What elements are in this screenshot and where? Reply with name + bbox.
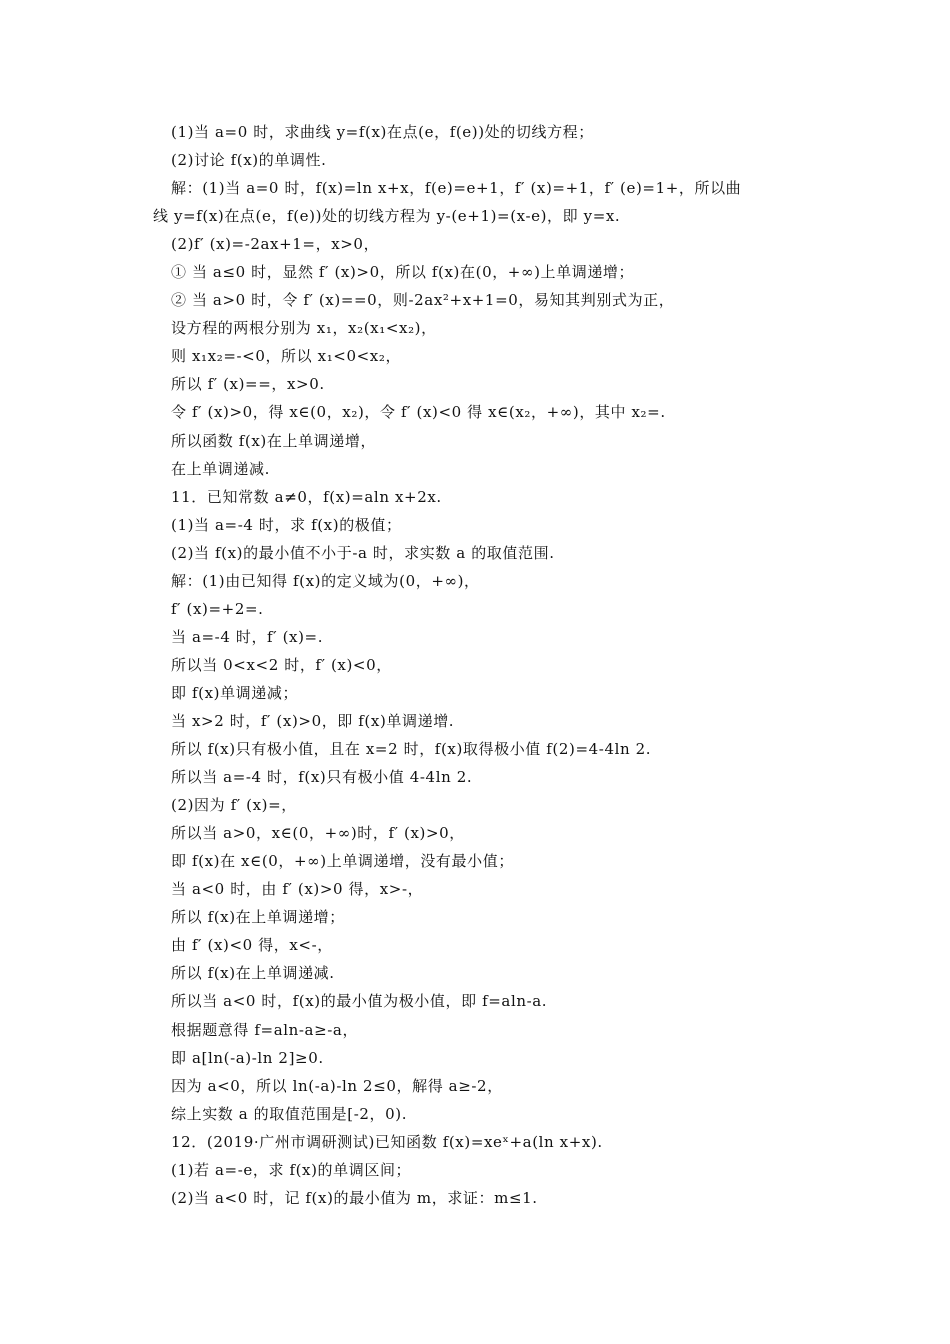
text-line: (2)讨论 f(x)的单调性. [171,151,327,170]
text-line: (2)f′ (x)=-2ax+1=，x>0， [171,235,380,254]
text-line: 当 a<0 时，由 f′ (x)>0 得，x>-， [171,880,424,899]
text-line: 根据题意得 f=aln-a≥-a， [171,1020,359,1039]
text-line: 即 f(x)单调递减； [171,683,299,702]
text-line: 综上实数 a 的取值范围是[-2，0). [171,1104,408,1123]
text-line: 因为 a<0，所以 ln(-a)-ln 2≤0，解得 a≥-2， [171,1076,503,1095]
text-line: ② 当 a>0 时，令 f′ (x)==0，则-2ax²+x+1=0，易知其判别式为正， [171,291,675,310]
text-line: 即 f(x)在 x∈(0，+∞)上单调递增，没有最小值； [171,852,514,871]
text-line: (1)若 a=-e，求 f(x)的单调区间； [171,1160,412,1179]
text-line: (2)因为 f′ (x)=， [171,796,297,815]
text-line: 所以当 a<0 时，f(x)的最小值为极小值，即 f=aln-a. [171,992,548,1011]
text-line: 设方程的两根分别为 x₁，x₂(x₁<x₂)， [171,319,437,338]
text-line: (2)当 f(x)的最小值不小于-a 时，求实数 a 的取值范围. [171,543,555,562]
text-line: 解：(1)由已知得 f(x)的定义域为(0，+∞)， [171,571,480,590]
document-page [0,118,950,1212]
text-line: 所以当 a=-4 时，f(x)只有极小值 4-4ln 2. [171,768,473,787]
text-line: 线 y=f(x)在点(e，f(e))处的切线方程为 y-(e+1)=(x-e)，即 y=x. [153,207,621,226]
text-line: 所以当 a>0，x∈(0，+∞)时，f′ (x)>0， [171,824,465,843]
text-line: 由 f′ (x)<0 得，x<-， [171,936,333,955]
text-line: 在上单调递减. [171,459,270,478]
text-line: 即 a[ln(-a)-ln 2]≥0. [171,1048,324,1067]
text-line: 所以函数 f(x)在上单调递增， [171,431,377,450]
text-line: 所以 f′ (x)==，x>0. [171,375,325,394]
text-line: (1)当 a=-4 时，求 f(x)的极值； [171,515,402,534]
text-line: 所以 f(x)只有极小值，且在 x=2 时，f(x)取得极小值 f(2)=4-4ln 2. [171,740,652,759]
text-line: f′ (x)=+2=. [171,599,264,618]
text-line: 当 x>2 时，f′ (x)>0，即 f(x)单调递增. [171,711,455,730]
text-line: 解：(1)当 a=0 时，f(x)=ln x+x，f(e)=e+1，f′ (x)=+1，f′ (e)=1+，所以曲 [171,179,742,198]
text-line: 令 f′ (x)>0，得 x∈(0，x₂)，令 f′ (x)<0 得 x∈(x₂，+∞)，其中 x₂=. [171,403,666,422]
text-line: 12．(2019·广州市调研测试)已知函数 f(x)=xeˣ+a(ln x+x). [171,1132,603,1151]
text-line: (2)当 a<0 时，记 f(x)的最小值为 m，求证：m≤1. [171,1188,538,1207]
text-line: 所以 f(x)在上单调递减. [171,964,335,983]
text-line: 则 x₁x₂=-<0，所以 x₁<0<x₂， [171,347,402,366]
text-line: 11．已知常数 a≠0，f(x)=aln x+2x. [171,487,442,506]
text-line: (1)当 a=0 时，求曲线 y=f(x)在点(e，f(e))处的切线方程； [171,123,594,141]
text-line: ① 当 a≤0 时，显然 f′ (x)>0，所以 f(x)在(0，+∞)上单调递增； [171,263,635,282]
text-line: 当 a=-4 时，f′ (x)=. [171,627,324,646]
text-line: 所以 f(x)在上单调递增； [171,908,345,927]
text-line: 所以当 0<x<2 时，f′ (x)<0， [171,655,392,674]
